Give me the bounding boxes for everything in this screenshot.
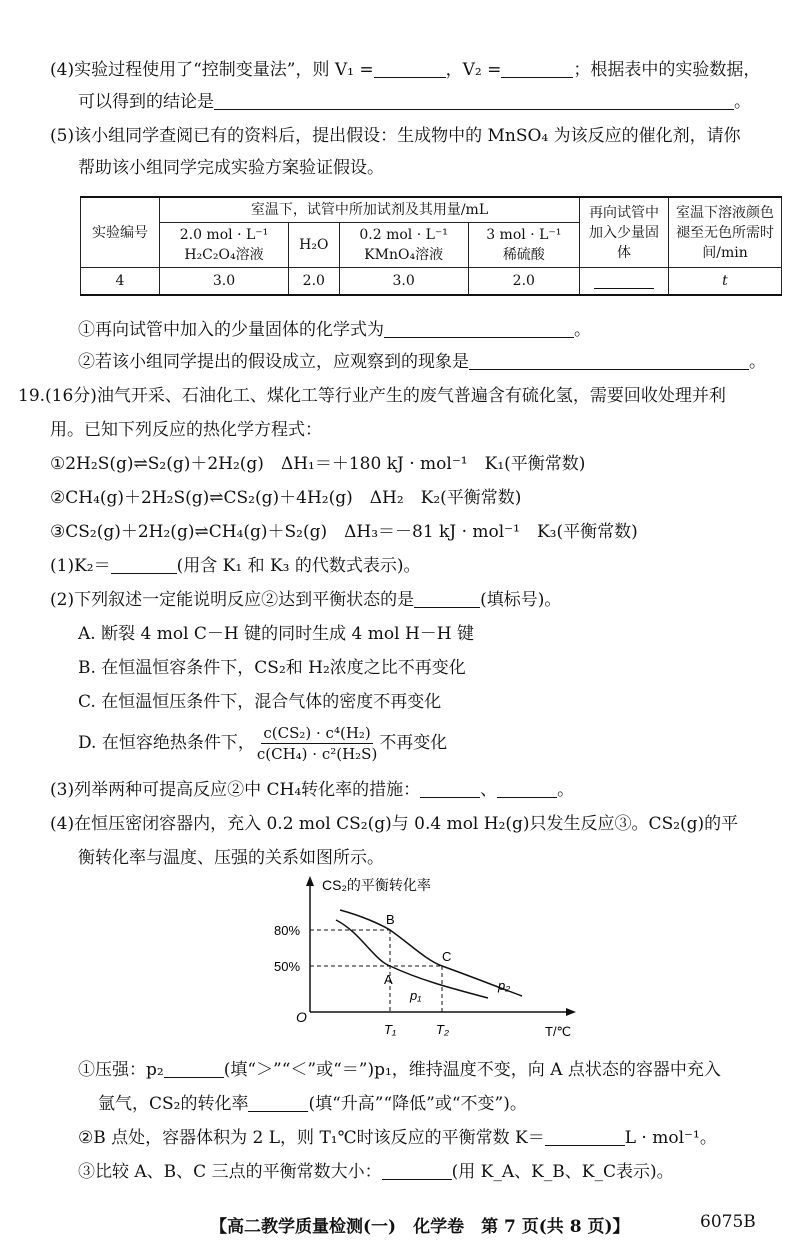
option-d-fraction: $\frac{\text{c(CS₂) · c⁴(H₂)}}{\text{c(CH₄) · c²(H₂S)}}$ [256,724,378,763]
v2-blank[interactable] [501,59,573,78]
point-c-label: C [442,949,452,964]
q19-part1: (1)K₂＝ (用含 K₁ 和 K₃ 的代数式表示)。 [50,556,421,576]
option-b: B. 在恒温恒容条件下，CS₂和 H₂浓度之比不再变化 [78,658,466,678]
col-experiment-id: 实验编号 [81,197,160,268]
k2-blank[interactable] [111,555,177,574]
equation-2: ②CH₄(g)＋2H₂S(g)⇌CS₂(g)＋4H₂(g) ΔH₂ K₂(平衡常数) [50,488,522,508]
conclusion-blank[interactable] [214,91,734,110]
x-tick-t2: T₂ [436,1022,449,1037]
q18-sub2: ②若该小组同学提出的假设成立，应观察到的现象是 。 [78,352,766,372]
k-value-blank[interactable] [545,1127,625,1146]
q19-part2: (2)下列叙述一定能说明反应②达到平衡状态的是 (填标号)。 [50,590,562,610]
conversion-change-blank[interactable] [248,1093,308,1112]
equation-3: ③CS₂(g)＋2H₂(g)⇌CH₄(g)＋S₂(g) ΔH₃＝－81 kJ · mol⁻¹ K₃(平衡常数) [50,522,638,542]
q19-part4-line1: (4)在恒压密闭容器内，充入 0.2 mol CS₂(g)与 0.4 mol H₂(g)只发生反应③。CS₂(g)的平 [50,814,739,834]
q19-part4-line2: 衡转化率与温度、压强的关系如图所示。 [78,848,384,868]
option-d: D. 在恒容绝热条件下， $\frac{\text{c(CS₂) · c⁴(H₂)}}{\text{c(CH₄) · c²(H₂S)}}$ 不再变化 [78,724,448,763]
q19-sub1: ①压强：p₂ (填“＞”“＜”或“＝”)p₁，维持温度不变，向 A 点状态的容器中充入 [78,1060,721,1080]
option-a: A. 断裂 4 mol C－H 键的同时生成 4 mol H－H 键 [78,624,475,644]
conversion-chart [270,872,590,1042]
pressure-compare-blank[interactable] [164,1059,224,1078]
x-tick-t1: T₁ [384,1022,397,1037]
point-a-label: A [384,972,393,987]
col-group-reagents: 室温下，试管中所加试剂及其用量/mL [160,197,580,223]
q19-sub1b: 氩气，CS₂的转化率 (填“升高”“降低”或“不变”)。 [98,1094,527,1114]
point-b-label: B [386,912,395,927]
y-tick-80: 80% [274,923,301,938]
q19-intro-line2: 用。已知下列反应的热化学方程式： [50,420,322,440]
col-time: 室温下溶液颜色褪至无色所需时间/min [669,197,782,268]
q19-part3: (3)列举两种可提高反应②中 CH₄转化率的措施： 、 。 [50,780,575,800]
experiment-table [80,196,782,296]
q19-sub2: ②B 点处，容器体积为 2 L，则 T₁℃时该反应的平衡常数 K＝ L · mol⁻¹。 [78,1128,717,1148]
chart-background [270,872,590,1042]
table-row: 4 3.0 2.0 3.0 2.0 t [81,268,782,296]
q18-part5-line1: (5)该小组同学查阅已有的资料后，提出假设：生成物中的 MnSO₄ 为该反应的催化剂，请你 [50,126,741,146]
k-compare-blank[interactable] [382,1161,452,1180]
x-axis-label: T/℃ [545,1024,572,1039]
q18-part4-line1: (4)实验过程使用了“控制变量法”，则 V₁ = ，V₂ = ；根据表中的实验数据， [50,60,761,80]
series-p2-label: p₂ [498,978,511,993]
q18-sub1: ①再向试管中加入的少量固体的化学式为 。 [78,320,591,340]
equilibrium-blank[interactable] [414,589,480,608]
equation-1: ①2H₂S(g)⇌S₂(g)＋2H₂(g) ΔH₁＝＋180 kJ · mol⁻¹ K₁(平衡常数) [50,454,586,474]
col-h2so4: 3 mol · L⁻¹ 稀硫酸 [468,223,579,268]
col-added-solid: 再向试管中加入少量固体 [580,197,669,268]
q18-part4-line2: 可以得到的结论是 。 [78,92,751,112]
footer-title: 【高二教学质量检测(一) 化学卷 第 7 页(共 8 页)】 [210,1217,630,1237]
col-h2o: H₂O [288,223,339,268]
solid-blank-cell[interactable] [580,268,669,296]
option-c: C. 在恒温恒压条件下，混合气体的密度不再变化 [78,692,442,712]
footer-code: 6075B [700,1212,756,1232]
page-footer [0,1212,800,1242]
measure1-blank[interactable] [420,779,480,798]
q19-sub3: ③比较 A、B、C 三点的平衡常数大小： (用 K_A、K_B、K_C表示)。 [78,1162,674,1182]
chart-title: CS₂的平衡转化率 [322,877,431,893]
measure2-blank[interactable] [497,779,557,798]
origin-label: O [296,1009,307,1025]
q18-part5-line2: 帮助该小组同学完成实验方案验证假设。 [78,158,384,178]
q19-intro-line1: 19.(16分)油气开采、石油化工、煤化工等行业产生的废气普遍含有硫化氢，需要回收处理并利 [18,386,726,406]
col-h2c2o4: 2.0 mol · L⁻¹ H₂C₂O₄溶液 [160,223,289,268]
solid-formula-blank[interactable] [384,319,574,338]
v1-blank[interactable] [374,59,446,78]
series-p1-label: p₁ [410,988,422,1003]
phenomenon-blank[interactable] [469,351,749,370]
col-kmno4: 0.2 mol · L⁻¹ KMnO₄溶液 [339,223,468,268]
y-tick-50: 50% [274,959,301,974]
